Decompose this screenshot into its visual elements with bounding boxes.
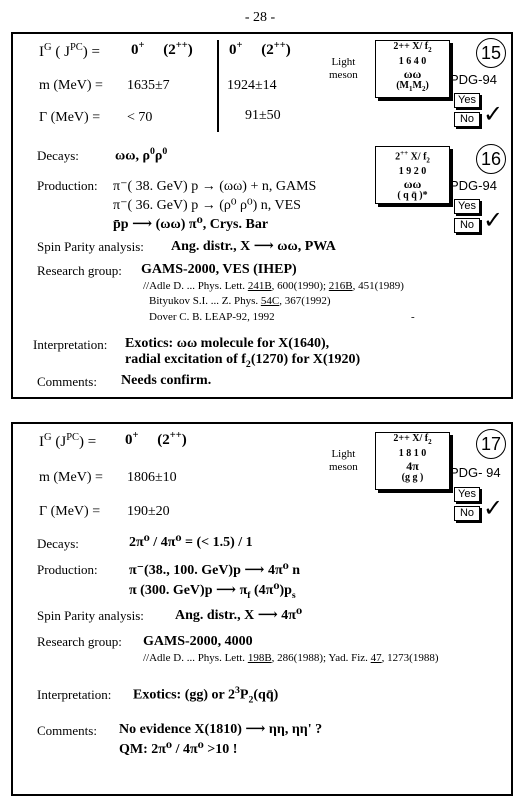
interpretation-value: Exotics: (gg) or $2^3P_2(qq̄)$ [133, 685, 279, 706]
spin-parity-label: Spin Parity analysis: [37, 239, 144, 254]
particle-card-1 [11, 32, 513, 399]
pdg-label: PDG-94 [450, 72, 497, 87]
research-group-value: GAMS-2000, 4000 [143, 634, 253, 649]
quantum-numbers: 0+ (2++) [125, 430, 187, 448]
width-label: Γ (MeV) = [39, 110, 101, 125]
mass-right: 1924±14 [227, 78, 277, 93]
reference-3-dash: - [411, 311, 415, 323]
yes-button[interactable]: Yes [454, 93, 480, 108]
comments-line-2: QM: 2π⁰ / 4π⁰ >10 ! [119, 742, 238, 757]
checkmark-icon: ✓ [483, 100, 504, 128]
light-meson-label: Light meson [329, 56, 358, 81]
decays-label: Decays: [37, 536, 79, 551]
mass-label: m (MeV) = [39, 78, 103, 93]
production-label: Production: [37, 178, 98, 193]
quantum-numbers-right: 0+ (2++) [229, 40, 291, 58]
production-line-1: π⁻( 38. GeV) p → (ωω) + n, GAMS [113, 179, 317, 194]
research-group-label: Research group: [37, 263, 122, 278]
light-meson-label: Light meson [329, 448, 358, 473]
reference-1: //Adle D. ... Phys. Lett. 241B, 600(1990); 216B, 451(1989) [143, 280, 404, 292]
interpretation-label: Interpretation: [37, 687, 112, 702]
quantum-numbers-left: 0+ (2++) [131, 40, 193, 58]
no-button-2[interactable]: No [454, 218, 480, 233]
research-group-value: GAMS-2000, VES (IHEP) [141, 262, 297, 277]
interpretation-line-2: radial excitation of $f_2(1270)$ for X(1920) [125, 352, 361, 370]
width-value: 190±20 [127, 504, 170, 519]
interpretation-line-1: Exotics: ωω molecule for X(1640), [125, 336, 330, 351]
checkmark-icon: ✓ [483, 494, 504, 522]
production-line-2: π⁻( 36. GeV) p → (ρ⁰ ρ⁰) n, VES [113, 198, 301, 213]
yes-button[interactable]: Yes [454, 487, 480, 502]
mass-value: 1806±10 [127, 470, 177, 485]
particle-code-box: 2++ X/ $f_2$ 1 8 1 0 4π (g g ) [375, 432, 450, 490]
no-button[interactable]: No [454, 506, 480, 521]
interpretation-label: Interpretation: [33, 337, 108, 352]
spin-parity-value: Ang. distr., X ⟶ ωω, PWA [171, 239, 336, 254]
entry-number-badge: 15 [476, 38, 506, 68]
comments-value: Needs confirm. [121, 373, 212, 388]
production-label: Production: [37, 562, 98, 577]
spin-parity-label: Spin Parity analysis: [37, 608, 144, 623]
reference-2: Bityukov S.I. ... Z. Phys. 54C, 367(1992) [149, 295, 331, 307]
particle-code-box: 2++ X/ $f_2$ 1 6 4 0 ωω $(M_1M_2)$ [375, 40, 450, 98]
isospin-jpc-label: $I^G$ $(J^{PC})$ = [39, 432, 97, 450]
decays-value: 2π⁰ / 4π⁰ = (< 1.5) / 1 [129, 535, 253, 550]
production-line-2: π (300. GeV)p ⟶ $\pi_f$ $(4\pi^0)p_s$ [129, 583, 296, 601]
comments-label: Comments: [37, 723, 97, 738]
pdg-label: PDG- 94 [450, 465, 501, 480]
mass-left: 1635±7 [127, 78, 170, 93]
production-line-3: p̄p ⟶ (ωω) π⁰, Crys. Bar [113, 217, 269, 232]
yes-button-2[interactable]: Yes [454, 199, 480, 214]
mass-label: m (MeV) = [39, 470, 103, 485]
decays-label: Decays: [37, 148, 79, 163]
pdg-label-2: PDG-94 [450, 178, 497, 193]
reference-1: //Adle D. ... Phys. Lett. 198B, 286(1988); Yad. Fiz. 47, 1273(1988) [143, 652, 439, 664]
research-group-label: Research group: [37, 634, 122, 649]
entry-number-badge-2: 16 [476, 144, 506, 174]
width-right: 91±50 [245, 108, 281, 123]
column-divider [217, 40, 219, 132]
no-button[interactable]: No [454, 112, 480, 127]
page-number: - 28 - [244, 10, 276, 25]
particle-code-box-2: 2++ X/ $f_2$ 1 9 2 0 ωω ( q q̄ )* [375, 146, 450, 204]
production-line-1: π⁻(38., 100. GeV)p ⟶ 4π⁰ n [129, 563, 301, 578]
checkmark-icon-2: ✓ [483, 206, 504, 234]
spin-parity-value: Ang. distr., X ⟶ 4π⁰ [175, 608, 303, 623]
decays-value: ωω, $\rho^0\rho^0$ [115, 146, 168, 164]
particle-card-2 [11, 422, 513, 796]
width-label: Γ (MeV) = [39, 504, 101, 519]
width-left: < 70 [127, 110, 153, 125]
reference-3: Dover C. B. LEAP-92, 1992 [149, 311, 275, 323]
comments-label: Comments: [37, 374, 97, 389]
comments-line-1: No evidence X(1810) ⟶ ηη, ηη' ? [119, 722, 323, 737]
isospin-jpc-label: $I^G$ ( $J^{PC}$) = [39, 42, 100, 60]
entry-number-badge: 17 [476, 429, 506, 459]
